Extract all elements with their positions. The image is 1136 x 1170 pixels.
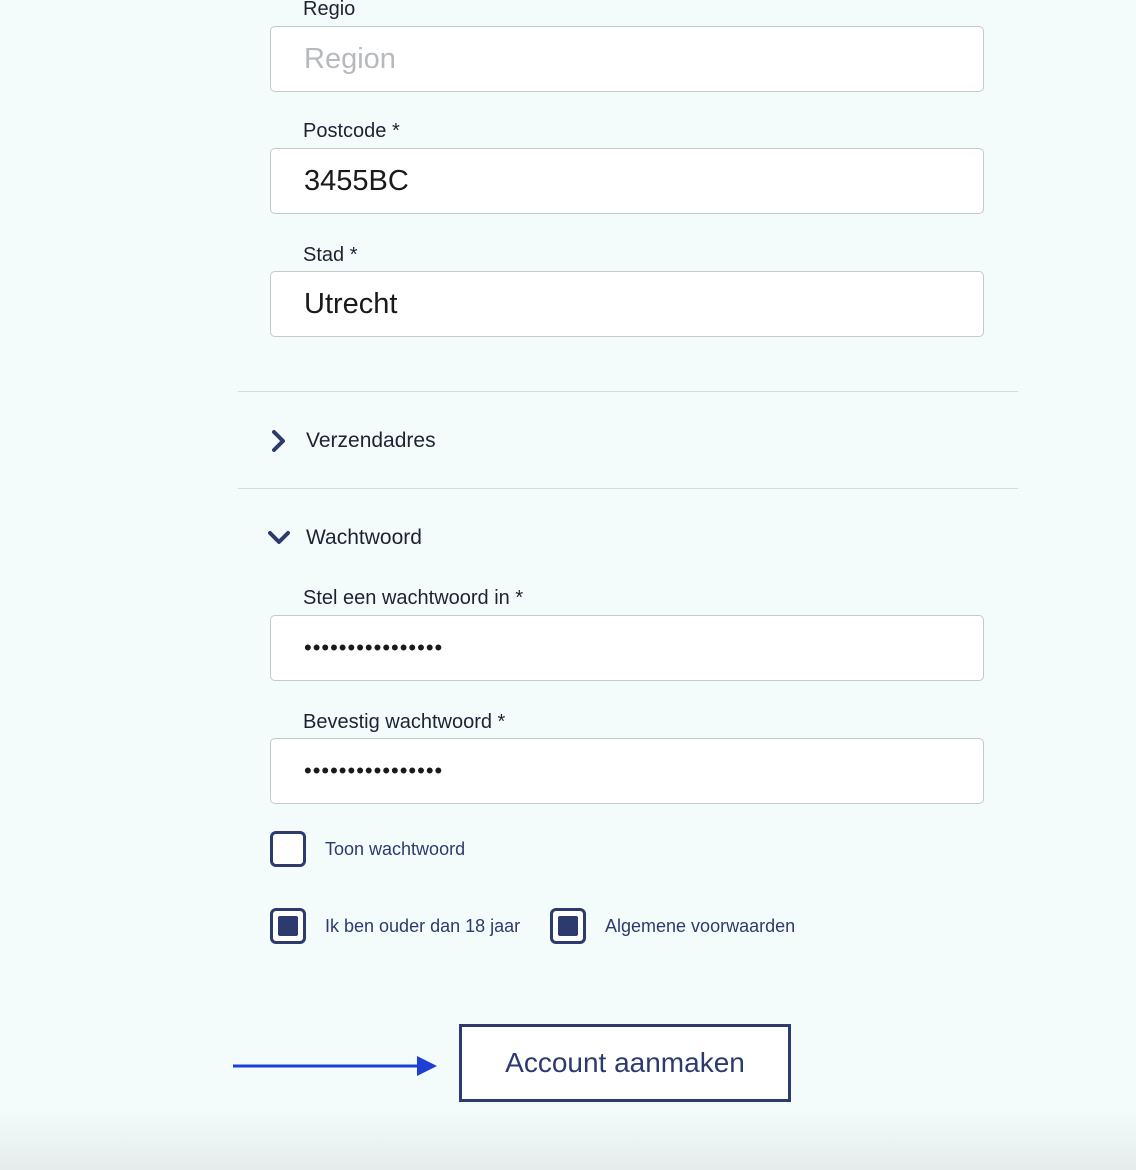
chevron-down-icon [264, 523, 294, 553]
confirm-password-label: Bevestig wachtwoord * [303, 711, 506, 733]
new-password-input[interactable] [271, 616, 983, 680]
region-input[interactable] [271, 27, 983, 91]
show-password-label: Toon wachtwoord [325, 838, 466, 859]
city-label: Stad * [303, 244, 358, 266]
city-field-box [270, 271, 984, 337]
confirm-password-input[interactable] [271, 739, 983, 803]
password-section-title: Wachtwoord [306, 526, 422, 549]
shipping-section-toggle[interactable] [264, 421, 436, 461]
postcode-field-box [270, 148, 984, 214]
page-bottom-shade [0, 1110, 1136, 1170]
password-section-toggle[interactable] [264, 518, 422, 558]
region-field-box [270, 26, 984, 92]
postcode-label: Postcode * [303, 120, 400, 142]
postcode-input[interactable] [271, 149, 983, 213]
terms-checkbox-row[interactable] [550, 908, 795, 944]
arrow-pointer-icon [233, 1054, 439, 1078]
region-label: Regio [303, 0, 356, 20]
age-label: Ik ben ouder dan 18 jaar [325, 915, 521, 936]
section-divider [238, 488, 1018, 489]
create-account-button[interactable]: Account aanmaken [459, 1024, 791, 1102]
city-input[interactable] [271, 272, 983, 336]
chevron-right-icon [264, 426, 294, 456]
new-password-field-box [270, 615, 984, 681]
new-password-label: Stel een wachtwoord in * [303, 587, 524, 609]
terms-checkbox[interactable] [550, 908, 586, 944]
confirm-password-field-box [270, 738, 984, 804]
terms-label: Algemene voorwaarden [605, 915, 796, 936]
show-password-checkbox[interactable] [270, 831, 306, 867]
age-checkbox-row[interactable] [270, 908, 520, 944]
age-checkbox[interactable] [270, 908, 306, 944]
section-divider [238, 391, 1018, 392]
show-password-checkbox-row[interactable] [270, 831, 465, 867]
shipping-section-title: Verzendadres [306, 429, 436, 452]
